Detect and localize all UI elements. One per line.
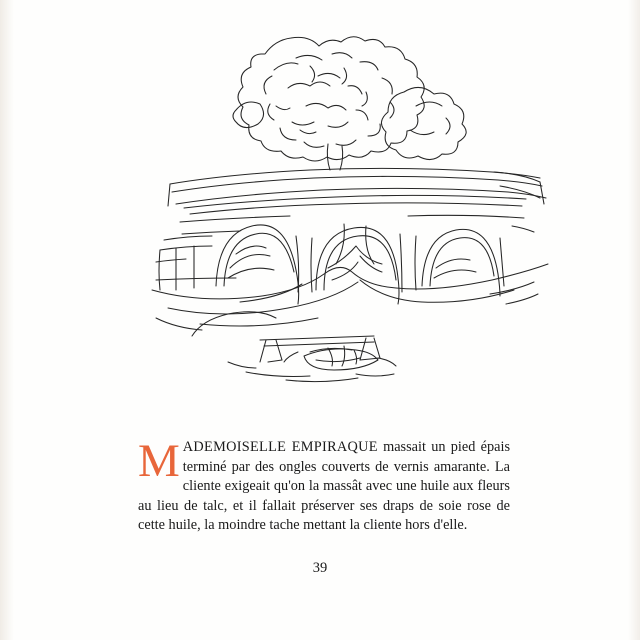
page-number: 39 [312, 560, 328, 576]
illustration-stone-bridge [60, 18, 590, 408]
body-text-block [138, 435, 511, 536]
drop-cap: M [138, 435, 180, 487]
paragraph [138, 435, 511, 536]
paragraph-text: massait un pied épais terminé par des ongles couverts de vernis amarante. La cliente exigeait qu'on la massât avec une huile aux fleurs au lieu de talc, et il fallait préserver ses draps de soie rose de cette huile, la moindre tache mettant la cliente hors d'elle. [138, 439, 511, 534]
small-caps-lead: ADEMOISELLE EMPIRAQUE [182, 439, 378, 455]
